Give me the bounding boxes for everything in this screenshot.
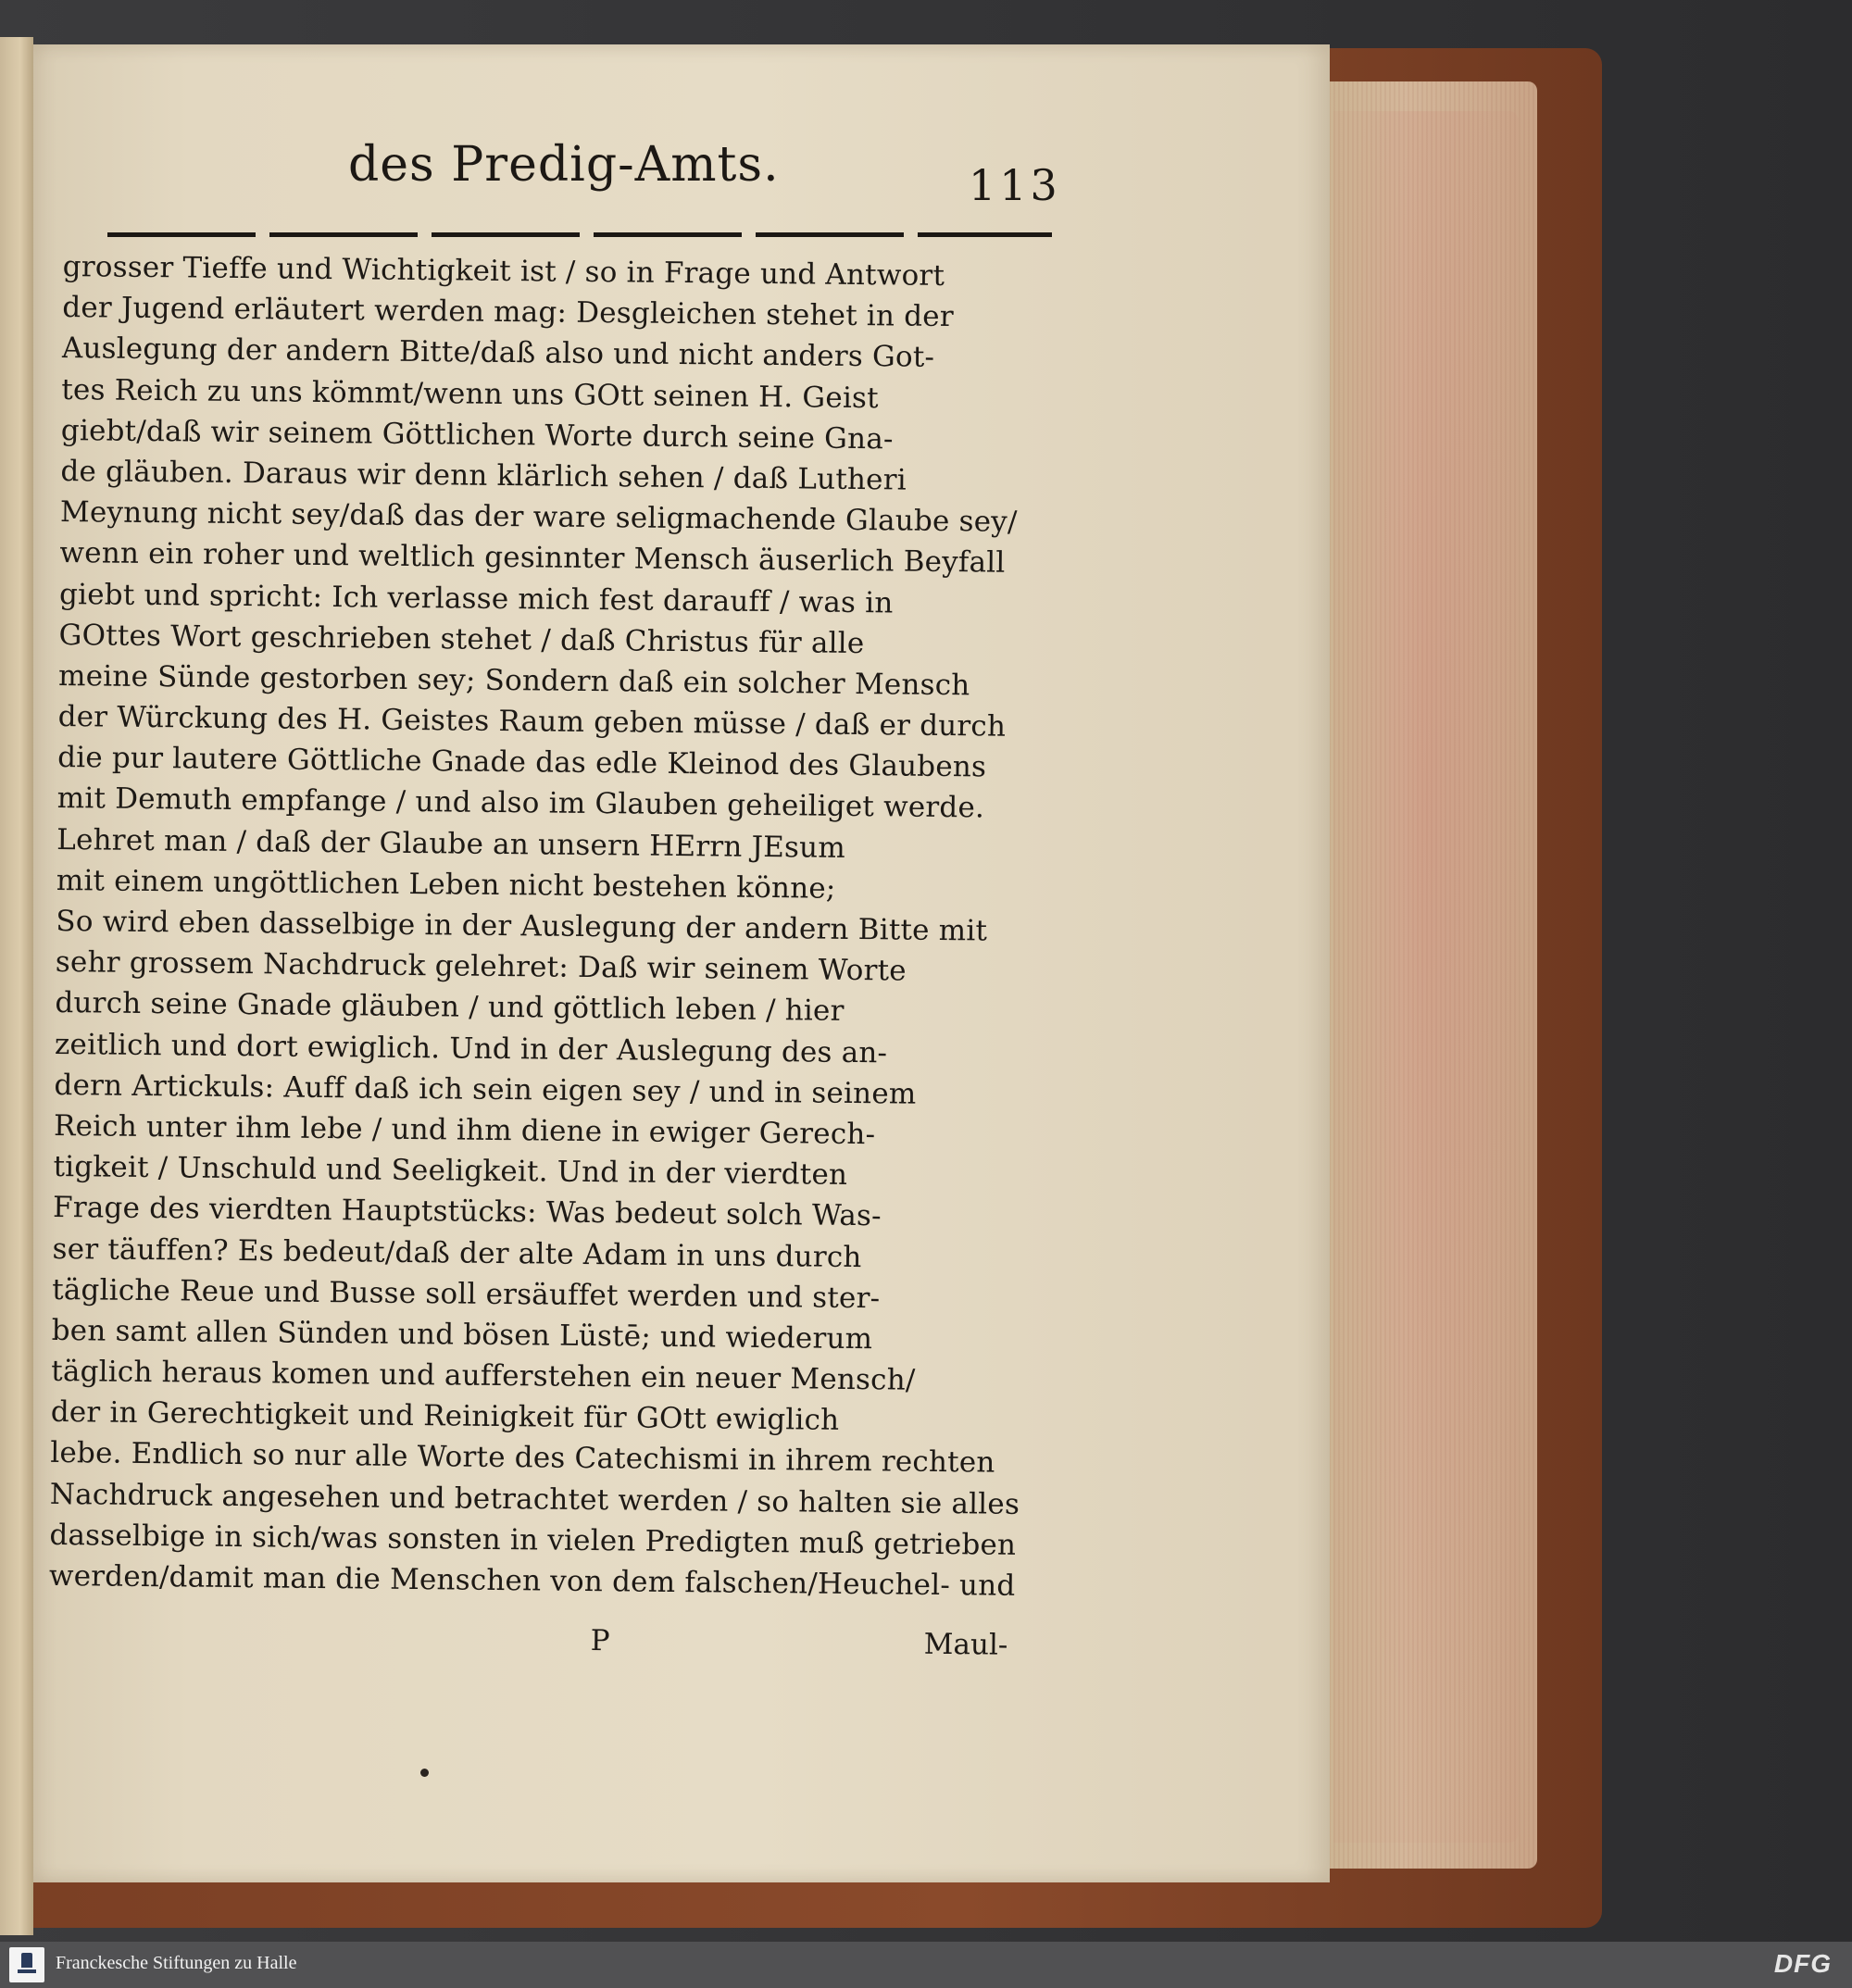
text-line: der in Gerechtigkeit und Reinigkeit für GOtt ewiglich	[50, 1395, 840, 1438]
text-line: dasselbige in sich/was sonsten in vielen Predigten muß getrieben	[49, 1518, 1017, 1562]
page-footer	[62, 1619, 1044, 1675]
text-line: mit einem ungöttlichen Leben nicht bestehen könne;	[56, 863, 836, 906]
text-line: giebt/daß wir seinem Göttlichen Worte durch seine Gna-	[60, 413, 894, 456]
text-line: sehr grossem Nachdruck gelehret: Daß wir seinem Worte	[55, 945, 907, 988]
page-edges-tint	[1333, 111, 1519, 1843]
dfg-logo[interactable]: DFG	[1773, 1949, 1832, 1978]
text-line: Meynung nicht sey/daß das der ware seligmachende Glaube sey/	[59, 495, 1018, 539]
text-line: dern Artickuls: Auff daß ich sein eigen sey / und in seinem	[54, 1068, 917, 1111]
text-line: tägliche Reue und Busse soll ersäuffet werden und ster-	[52, 1272, 881, 1315]
text-line: Lehret man / daß der Glaube an unsern HErrn JEsum	[56, 822, 846, 865]
text-line: tes Reich zu uns kömmt/wenn uns GOtt seinen H. Geist	[61, 372, 880, 415]
logo-base-glyph	[18, 1969, 36, 1973]
text-line: tigkeit / Unschuld und Seeligkeit. Und in der vierdten	[53, 1150, 848, 1193]
franckesche-stiftungen-logo-icon[interactable]	[9, 1947, 44, 1982]
text-line: grosser Tieffe und Wichtigkeit ist / so in Frage und Antwort	[62, 249, 945, 293]
text-line: ser täuffen? Es bedeut/daß der alte Adam in uns durch	[52, 1232, 862, 1274]
text-line: wenn ein roher und weltlich gesinnter Mensch äuserlich Beyfall	[59, 536, 1006, 580]
text-line: Frage des vierdten Hauptstücks: Was bedeut solch Was-	[52, 1191, 882, 1233]
facing-page-edge	[0, 37, 33, 1935]
text-line: lebe. Endlich so nur alle Worte des Catechismi in ihrem rechten	[50, 1436, 995, 1481]
text-line: werden/damit man die Menschen von dem falschen/Heuchel- und	[48, 1558, 1016, 1603]
body-text	[49, 246, 1045, 1607]
running-head: des Predig-Amts.	[348, 137, 780, 193]
text-line: der Würckung des H. Geistes Raum geben müsse / daß er durch	[57, 700, 1007, 744]
signature-mark: P	[590, 1623, 610, 1658]
institution-name[interactable]: Franckesche Stiftungen zu Halle	[56, 1953, 297, 1973]
text-line: So wird eben dasselbige in der Auslegung der andern Bitte mit	[56, 904, 988, 948]
text-line: ben samt allen Sünden und bösen Lüstē; und wiederum	[51, 1313, 873, 1357]
logo-building-glyph	[21, 1953, 32, 1968]
text-line: mit Demuth empfange / und also im Glauben geheiliget werde.	[56, 781, 985, 825]
page-number: 113	[969, 160, 1061, 210]
page-header	[89, 132, 1061, 239]
text-line: de gläuben. Daraus wir denn klärlich sehen / daß Lutheri	[60, 454, 907, 497]
text-line: Auslegung der andern Bitte/daß also und nicht anders Got-	[61, 331, 935, 375]
text-line: GOttes Wort geschrieben stehet / daß Christus für alle	[58, 618, 865, 660]
catchword: Maul-	[923, 1627, 1008, 1662]
header-rule	[107, 232, 1052, 237]
text-line: die pur lautere Göttliche Gnade das edle Kleinod des Glaubens	[57, 741, 987, 784]
text-line: zeitlich und dort ewiglich. Und in der Auslegung des an-	[54, 1027, 888, 1069]
text-line: durch seine Gnade gläuben / und göttlich leben / hier	[55, 986, 845, 1029]
text-line: Nachdruck angesehen und betrachtet werden / so halten sie alles	[49, 1477, 1020, 1521]
text-line: meine Sünde gestorben sey; Sondern daß ein solcher Mensch	[57, 658, 970, 703]
book-page	[33, 44, 1330, 1882]
text-line: giebt und spricht: Ich verlasse mich fest darauff / was in	[58, 577, 894, 619]
viewer-footer-bar	[0, 1942, 1852, 1988]
text-line: Reich unter ihm lebe / und ihm diene in ewiger Gerech-	[53, 1108, 876, 1152]
ink-spot	[420, 1769, 429, 1777]
text-line: täglich heraus komen und aufferstehen ein neuer Mensch/	[51, 1354, 916, 1397]
text-line: der Jugend erläutert werden mag: Desgleichen stehet in der	[62, 291, 955, 334]
